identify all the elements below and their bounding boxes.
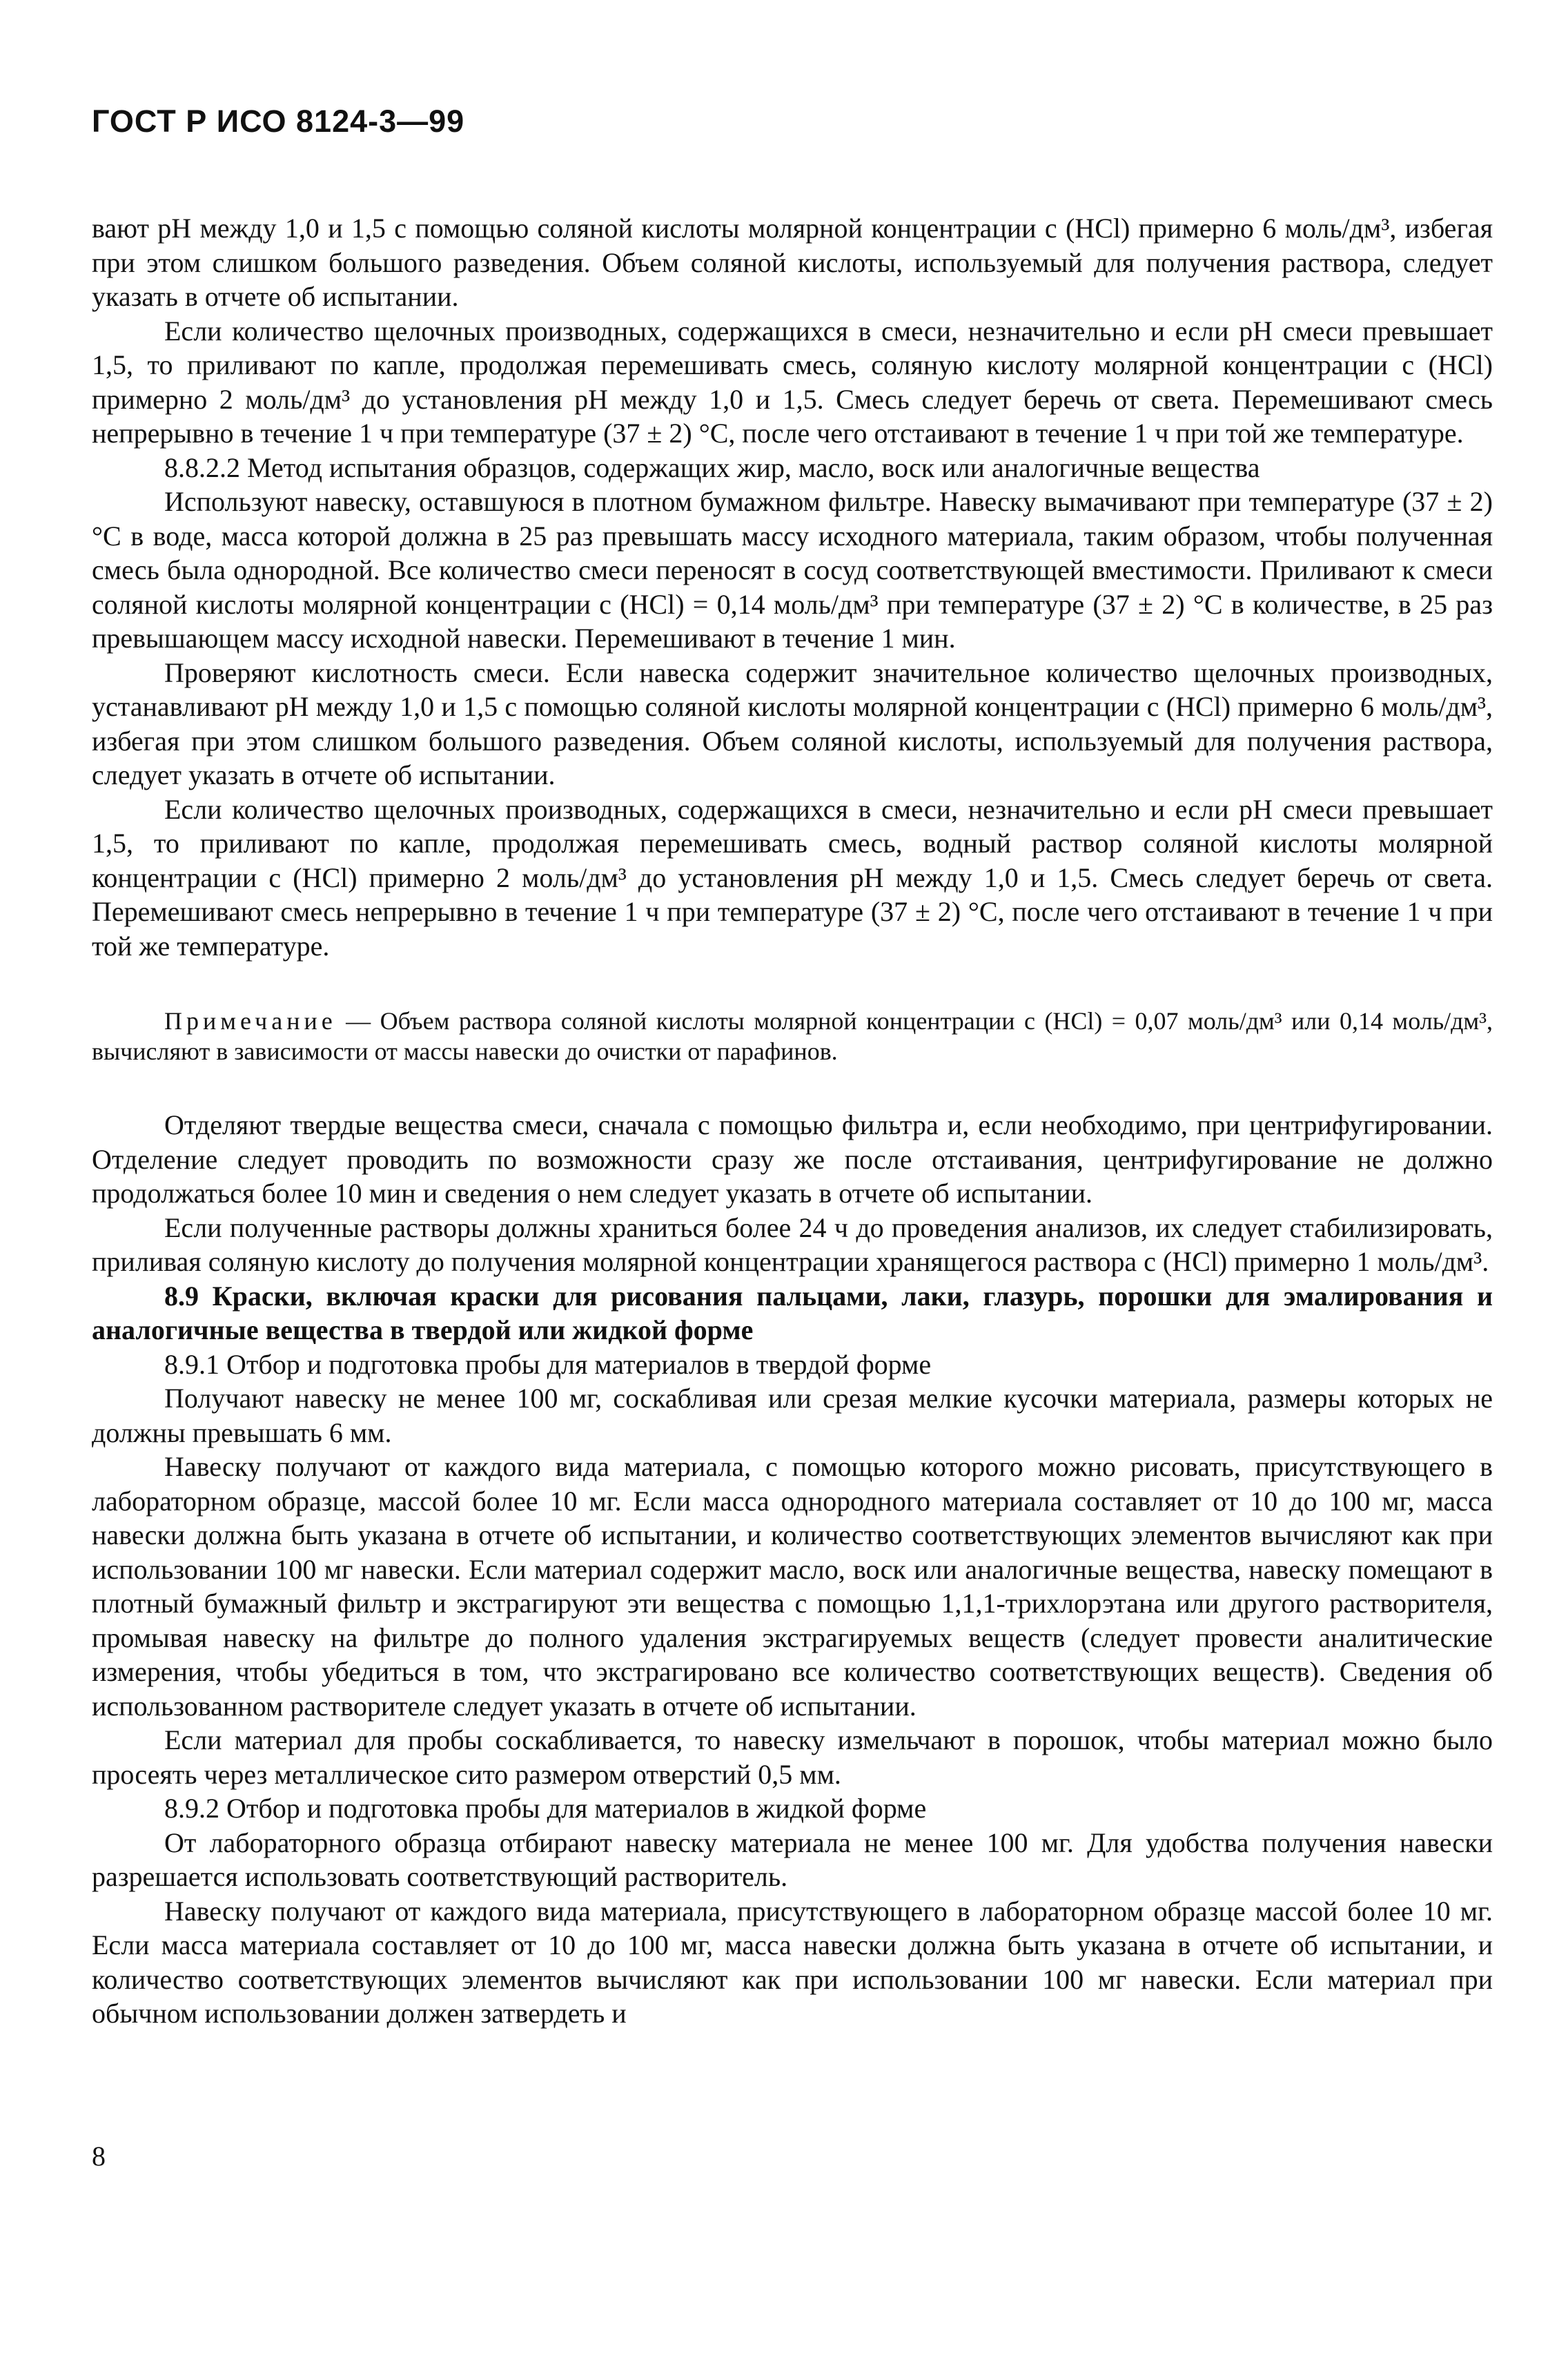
paragraph: Если полученные растворы должны храниться более 24 ч до проведения анализов, их следует стабилизировать, приливая соляную кислоту до получения молярной концентрации хранящегося раствора c (HCl) примерно 1 моль/дм³. xyxy=(92,1211,1493,1277)
document-page xyxy=(92,104,1493,2031)
paragraph: Отделяют твердые вещества смеси, сначала с помощью фильтра и, если необходимо, при центрифугировании. Отделение следует проводить по возможности сразу же после отстаивания, центрифугирование не должно продолжаться более 10 мин и сведения о нем следует указать в отчете об испытании. xyxy=(92,1109,1493,1209)
section-heading: 8.9 Краски, включая краски для рисования пальцами, лаки, глазурь, порошки для эмалирования и аналогичные вещества в твердой или жидкой форме xyxy=(92,1280,1493,1345)
paragraph-continuation: вают pH между 1,0 и 1,5 с помощью соляной кислоты молярной концентрации c (HCl) примерно 6 моль/дм³, избегая при этом слишком большого разведения. Объем соляной кислоты, используемый для получения раствора, следует указать в отчете об испытании. xyxy=(92,213,1493,312)
paragraph: От лабораторного образца отбирают навеску материала не менее 100 мг. Для удобства получения навески разрешается использовать соответствующий растворитель. xyxy=(92,1827,1493,1892)
note-text: — Объем раствора соляной кислоты молярной концентрации c (HCl) = 0,07 моль/дм³ или 0,14 моль/дм³, вычисляют в зависимости от массы навески до очистки от парафинов. xyxy=(92,1007,1493,1065)
paragraph: Навеску получают от каждого вида материала, с помощью которого можно рисовать, присутствующего в лабораторном образце, массой более 10 мг. Если масса однородного материала составляет от 10 до 100 мг, масса навески должна быть указана в отчете об испытании, и количество соответствующих элементов вычисляют как при использовании 100 мг навески. Если материал содержит масло, воск или аналогичные вещества, навеску помещают в плотный бумажный фильтр и экстрагируют эти вещества с помощью 1,1,1-трихлорэтана или другого растворителя, промывая навеску на фильтре до полного удаления экстрагируемых веществ (следует провести аналитические измерения, чтобы убедиться в том, что экстрагировано все количество соответствующих веществ). Сведения об использованном растворителе следует указать в отчете об испытании. xyxy=(92,1451,1493,1722)
note-label: Примечание xyxy=(164,1007,337,1035)
paragraph: Проверяют кислотность смеси. Если навеска содержит значительное количество щелочных производных, устанавливают pH между 1,0 и 1,5 с помощью соляной кислоты молярной концентрации c (HCl) примерно 6 моль/дм³, избегая при этом слишком большого разведения. Объем соляной кислоты, используемый для получения раствора, следует указать в отчете об испытании. xyxy=(92,656,1493,790)
subsection-heading: 8.9.2 Отбор и подготовка пробы для материалов в жидкой форме xyxy=(164,1793,927,1824)
page-number: 8 xyxy=(92,2141,106,2172)
paragraph: Если материал для пробы соскабливается, то навеску измельчают в порошок, чтобы материал можно было просеять через металлическое сито размером отверстий 0,5 мм. xyxy=(92,1724,1493,1790)
paragraph: Навеску получают от каждого вида материала, присутствующего в лабораторном образце массой более 10 мг. Если масса материала составляет от 10 до 100 мг, масса навески должна быть указана в отчете об испытании, и количество соответствующих элементов вычисляют как при использовании 100 мг навески. Если материал при обычном использовании должен затвердеть и xyxy=(92,1895,1493,2029)
document-body xyxy=(92,211,1493,2031)
note xyxy=(92,1006,1493,1067)
paragraph: Если количество щелочных производных, содержащихся в смеси, незначительно и если pH смеси превышает 1,5, то приливают по капле, продолжая перемешивать смесь, соляную кислоту молярной концентрации c (HCl) примерно 2 моль/дм³ до установления pH между 1,0 и 1,5. Смесь следует беречь от света. Перемешивают смесь непрерывно в течение 1 ч при температуре (37 ± 2) °С, после чего отстаивают в течение 1 ч при той же температуре. xyxy=(92,315,1493,449)
paragraph: Используют навеску, оставшуюся в плотном бумажном фильтре. Навеску вымачивают при температуре (37 ± 2) °С в воде, масса которой должна в 25 раз превышать массу исходного материала, таким образом, чтобы полученная смесь была однородной. Все количество смеси переносят в сосуд соответствующей вместимости. Приливают к смеси соляной кислоты молярной концентрации c (HCl) = 0,14 моль/дм³ при температуре (37 ± 2) °С в количестве, в 25 раз превышающем массу исходной навески. Перемешивают в течение 1 мин. xyxy=(92,486,1493,654)
subsection-heading: 8.9.1 Отбор и подготовка пробы для материалов в твердой форме xyxy=(164,1348,932,1380)
subsection-heading: 8.8.2.2 Метод испытания образцов, содержащих жир, масло, воск или аналогичные вещества xyxy=(164,451,1260,483)
paragraph: Если количество щелочных производных, содержащихся в смеси, незначительно и если pH смеси превышает 1,5, то приливают по капле, продолжая перемешивать смесь, водный раствор соляной кислоты молярной концентрации c (HCl) примерно 2 моль/дм³ до установления pH между 1,0 и 1,5. Смесь следует беречь от света. Перемешивают смесь непрерывно в течение 1 ч при температуре (37 ± 2) °С, после чего отстаивают в течение 1 ч при той же температуре. xyxy=(92,793,1493,962)
document-header: ГОСТ Р ИСО 8124-3—99 xyxy=(92,104,465,139)
paragraph: Получают навеску не менее 100 мг, соскабливая или срезая мелкие кусочки материала, размеры которых не должны превышать 6 мм. xyxy=(92,1383,1493,1448)
